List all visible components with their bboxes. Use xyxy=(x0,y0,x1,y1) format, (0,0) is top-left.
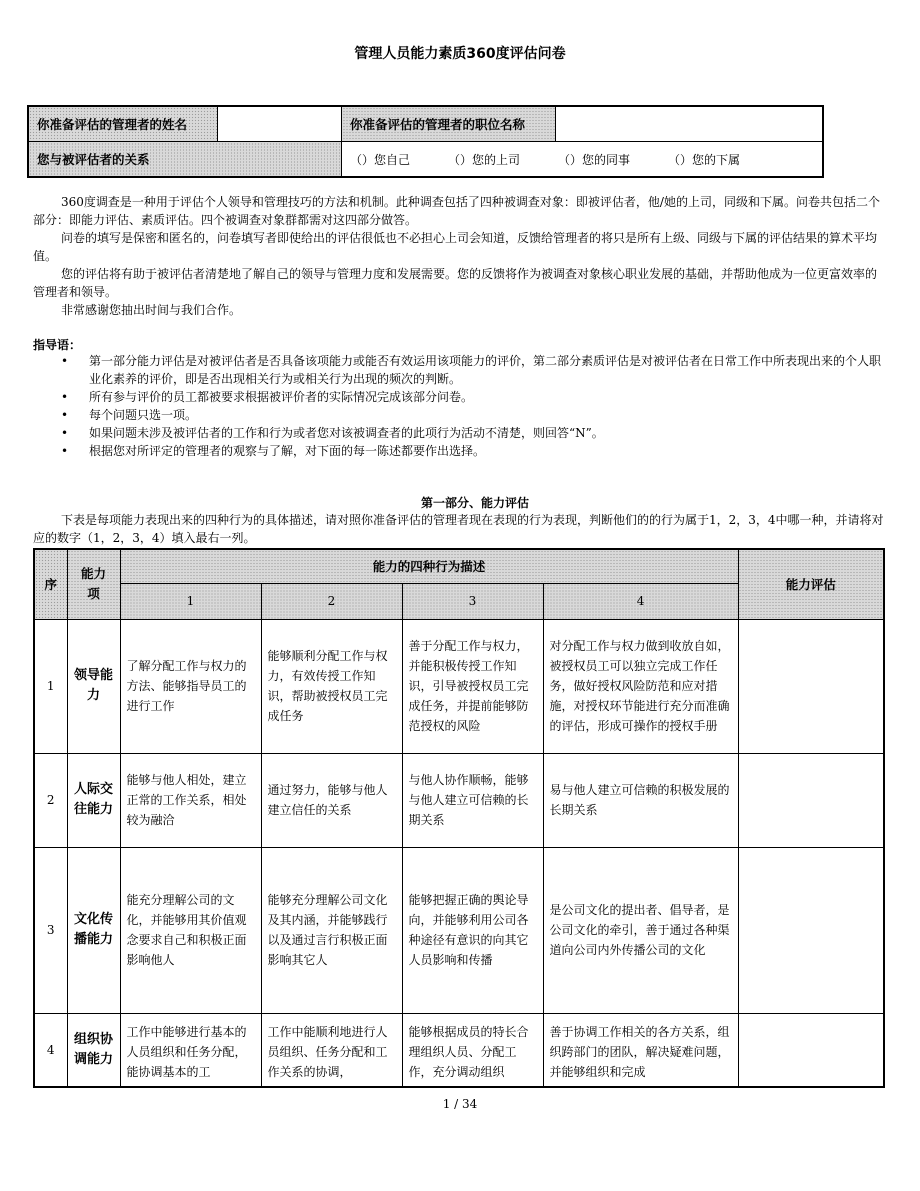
evaluatee-position-label: 你准备评估的管理者的职位名称 xyxy=(342,106,556,142)
header-level-2: 2 xyxy=(261,583,402,619)
ability-table xyxy=(33,548,885,1088)
bullet-icon: • xyxy=(61,354,69,368)
relation-option-self[interactable]: （）您自己 xyxy=(350,152,411,167)
row-ability: 文化传播能力 xyxy=(67,847,120,1013)
header-level-3: 3 xyxy=(402,583,543,619)
guide-item: • 所有参与评价的员工都被要求根据被评价者的实际情况完成该部分问卷。 xyxy=(61,390,474,404)
behavior-desc: 善于分配工作与权力，并能积极传授工作知识，引导被授权员工完成任务，并提前能够防范授权的风险 xyxy=(402,619,543,753)
row-seq: 4 xyxy=(34,1013,67,1087)
guide-item: • 如果问题未涉及被评估者的工作和行为或者您对该被调查者的此项行为活动不清楚，则回答“N”。 xyxy=(61,426,604,440)
intro-paragraph: 360度调查是一种用于评估个人领导和管理技巧的方法和机制。此种调查包括了四种被调查对象：即被评估者，他/她的上司，同级和下属。问卷共包括二个部分：即能力评估、素质评估。四个被调查对象群都需对这四部分做答。 xyxy=(33,195,880,227)
table-row xyxy=(34,847,884,1013)
behavior-desc: 工作中能顺利地进行人员组织、任务分配和工作关系的协调， xyxy=(261,1013,402,1087)
bullet-icon: • xyxy=(61,390,69,404)
header-behaviors: 能力的四种行为描述 xyxy=(120,549,738,583)
evaluatee-name-field[interactable] xyxy=(218,106,342,142)
behavior-desc: 能够顺利分配工作与权力，有效传授工作知识，帮助被授权员工完成任务 xyxy=(261,619,402,753)
guide-title: 指导语： xyxy=(33,338,82,352)
guide-item: • 每个问题只选一项。 xyxy=(61,408,198,422)
evaluatee-position-field[interactable] xyxy=(556,106,824,142)
table-row xyxy=(34,619,884,753)
behavior-desc: 通过努力，能够与他人建立信任的关系 xyxy=(261,753,402,847)
bullet-icon: • xyxy=(61,444,69,458)
row-seq: 3 xyxy=(34,847,67,1013)
section-title: 第一部分、能力评估 xyxy=(420,496,529,510)
rating-input-cell[interactable] xyxy=(738,847,884,1013)
row-seq: 1 xyxy=(34,619,67,753)
behavior-desc: 能充分理解公司的文化，并能够用其价值观念要求自己和积极正面影响他人 xyxy=(120,847,261,1013)
behavior-desc: 了解分配工作与权力的方法、能够指导员工的进行工作 xyxy=(120,619,261,753)
relation-option-superior[interactable]: （）您的上司 xyxy=(448,152,521,167)
behavior-desc: 能够根据成员的特长合理组织人员、分配工作，充分调动组织 xyxy=(402,1013,543,1087)
intro-paragraph: 您的评估将有助于被评估者清楚地了解自己的领导与管理力度和发展需要。您的反馈将作为被调查对象核心职业发展的基础，并帮助他成为一位更富效率的管理者和领导。 xyxy=(33,267,878,299)
behavior-desc: 善于协调工作相关的各方关系，组织跨部门的团队，解决疑难问题，并能够组织和完成 xyxy=(543,1013,738,1087)
row-ability: 人际交往能力 xyxy=(67,753,120,847)
header-rating: 能力评估 xyxy=(738,549,884,619)
evaluatee-info-table xyxy=(27,105,824,178)
behavior-desc: 能够充分理解公司文化及其内涵，并能够践行以及通过言行积极正面影响其它人 xyxy=(261,847,402,1013)
relation-options xyxy=(342,142,824,178)
intro-text xyxy=(33,193,885,319)
relation-label: 您与被评估者的关系 xyxy=(28,142,342,178)
intro-paragraph: 非常感谢您抽出时间与我们合作。 xyxy=(61,303,242,317)
behavior-desc: 能够与他人相处，建立正常的工作关系，相处较为融洽 xyxy=(120,753,261,847)
behavior-desc: 对分配工作与权力做到收放自如，被授权员工可以独立完成工作任务，做好授权风险防范和应对措施，对授权环节能进行充分而准确的评估，形成可操作的授权手册 xyxy=(543,619,738,753)
page-number: 1 / 34 xyxy=(442,1097,478,1111)
behavior-desc: 与他人协作顺畅，能够与他人建立可信赖的长期关系 xyxy=(402,753,543,847)
rating-input-cell[interactable] xyxy=(738,619,884,753)
bullet-icon: • xyxy=(61,408,69,422)
row-seq: 2 xyxy=(34,753,67,847)
guide-item: • 第一部分能力评估是对被评估者是否具备该项能力或能否有效运用该项能力的评价，第二部分素质评估是对被评估者在日常工作中所表现出来的个人职业化素养的评价，即是否出现相关行为或相关行为出现的频次的判断。 xyxy=(61,354,882,386)
table-row xyxy=(34,1013,884,1087)
behavior-desc: 是公司文化的提出者、倡导者，是公司文化的牵引，善于通过各种渠道向公司内外传播公司的文化 xyxy=(543,847,738,1013)
guide-list xyxy=(33,352,885,460)
row-ability: 领导能力 xyxy=(67,619,120,753)
header-ability: 能力项 xyxy=(67,549,120,619)
evaluatee-name-label: 你准备评估的管理者的姓名 xyxy=(28,106,218,142)
relation-option-subordinate[interactable]: （）您的下属 xyxy=(668,152,741,167)
rating-input-cell[interactable] xyxy=(738,753,884,847)
header-seq: 序 xyxy=(34,549,67,619)
behavior-desc: 易与他人建立可信赖的积极发展的长期关系 xyxy=(543,753,738,847)
guide-item: • 根据您对所评定的管理者的观察与了解，对下面的每一陈述都要作出选择。 xyxy=(61,444,486,458)
relation-option-peer[interactable]: （）您的同事 xyxy=(558,152,631,167)
section-description: 下表是每项能力表现出来的四种行为的具体描述，请对照你准备评估的管理者现在表现的行为表现，判断他们的的行为属于1，2，3，4中哪一种，并请将对应的数字（1，2，3，4）填入最右一列。 xyxy=(33,513,884,545)
page-title: 管理人员能力素质360度评估问卷 xyxy=(354,46,566,62)
row-ability: 组织协调能力 xyxy=(67,1013,120,1087)
table-row xyxy=(34,753,884,847)
behavior-desc: 能够把握正确的舆论导向，并能够利用公司各种途径有意识的向其它人员影响和传播 xyxy=(402,847,543,1013)
bullet-icon: • xyxy=(61,426,69,440)
intro-paragraph: 问卷的填写是保密和匿名的，问卷填写者即使给出的评估很低也不必担心上司会知道，反馈给管理者的将只是所有上级、同级与下属的评估结果的算术平均值。 xyxy=(33,231,878,263)
behavior-desc: 工作中能够进行基本的人员组织和任务分配，能协调基本的工 xyxy=(120,1013,261,1087)
header-level-4: 4 xyxy=(543,583,738,619)
header-level-1: 1 xyxy=(120,583,261,619)
rating-input-cell[interactable] xyxy=(738,1013,884,1087)
